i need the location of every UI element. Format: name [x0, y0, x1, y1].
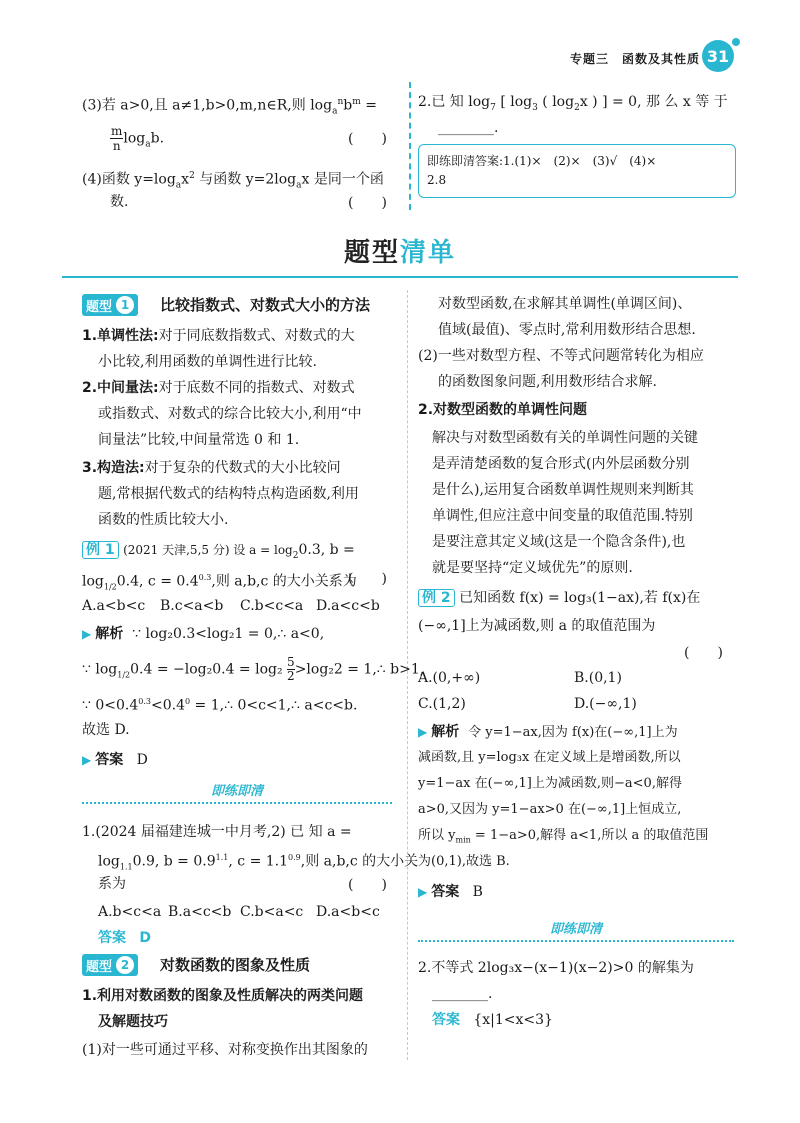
- practice1-option-d: D.a<b<c: [316, 904, 380, 920]
- example1-option-c: C.b<c<a: [240, 598, 304, 614]
- topic2-title: 对数函数的图象及性质: [160, 956, 311, 974]
- topic2-heading1-line2: 及解题技巧: [98, 1014, 168, 1030]
- method2-line2: 或指数式、对数式的综合比较大小,利用“中: [98, 406, 362, 422]
- example1-answer-paren: ( ): [348, 571, 387, 587]
- q2-top-blank: ________.: [438, 120, 499, 136]
- practice1-line2: $\log_{1.1}0.9$, $b = 0.9^{1.1}$, $c = 1.1^{0.9}$,则 a,b,c 的大小关: [98, 853, 419, 872]
- practice1-option-b: B.a<c<b: [168, 904, 232, 920]
- method1-line2: 小比较,利用函数的单调性进行比较.: [98, 354, 317, 370]
- topic2-para-line5: 是要注意其定义域(这是一个隐含条件),也: [432, 534, 686, 550]
- topic2-para-line6: 就是要坚持“定义域优先”的原则.: [432, 560, 633, 576]
- example1-line1: 例 1 (2021 天津,5,5 分) 设 $a = \log_20.3$, b =: [82, 540, 355, 566]
- method3-line2: 题,常根据代数式的结构特点构造函数,利用: [98, 486, 359, 502]
- q2-top-line1: 2.已 知 $\log_7$ [ $\log_3$ ( $\log_2x$ ) ] = 0, 那 么 x 等 于: [418, 94, 728, 113]
- page-number: 31: [702, 40, 734, 72]
- section-title: 题型清单: [343, 238, 457, 268]
- practice1-answer: 答案 D: [98, 930, 151, 946]
- topic1-title: 比较指数式、对数式大小的方法: [160, 296, 371, 314]
- topic2-bullet2-line1: (2)一些对数型方程、不等式问题常转化为相应: [418, 348, 704, 364]
- solution2-line2: 减函数,且 y=log₃x 在定义域上是增函数,所以: [418, 750, 681, 765]
- practice1-option-c: C.b<a<c: [240, 904, 304, 920]
- example2-answer: ▶ 答案 B: [418, 884, 483, 900]
- example1-option-d: D.a<c<b: [316, 598, 380, 614]
- example1-answer: ▶ 答案 D: [82, 752, 148, 768]
- method3-line3: 函数的性质比较大小.: [98, 512, 229, 528]
- play-arrow-icon: ▶: [418, 725, 428, 739]
- practice1-line1: 1.(2024 届福建连城一中月考,2) 已 知 a =: [82, 824, 352, 840]
- q4-line2: 数.: [110, 194, 129, 210]
- chapter-header: 专题三 函数及其性质: [569, 52, 700, 66]
- solution2-line3: y=1−ax 在(−∞,1]上为减函数,则−a<0,解得: [418, 776, 682, 791]
- example2-option-b: B.(0,1): [574, 670, 622, 686]
- example2-option-c: C.(1,2): [418, 696, 466, 712]
- topic2-heading1-line1: 1.利用对数函数的图象及性质解决的两类问题: [82, 988, 364, 1004]
- solution1-line4: 故选 D.: [82, 722, 130, 738]
- section-title-rule: [62, 276, 738, 278]
- topic2-tag: 题型 2: [82, 954, 138, 976]
- solution2-line1: ▶ 解析 令 y=1−ax,因为 f(x)在(−∞,1]上为: [418, 724, 678, 740]
- practice1-label: 即练即清: [210, 784, 263, 799]
- method2-line3: 间量法”比较,中间量常选 0 和 1.: [98, 432, 300, 448]
- example1-option-b: B.c<a<b: [160, 598, 224, 614]
- solution1-line2: ∵ $\log_{1/2}0.4 = -\log_20.4 = \log_2$ $\frac{5}{2}$ >log₂2 = 1,∴ b>1,: [82, 655, 425, 683]
- q4-line1: (4)函数 $y=\log_ax^2$ 与函数 $y=2\log_ax$ 是同一个函: [82, 171, 384, 191]
- topic2-para-line3: 是什么),运用复合函数单调性规则来判断其: [432, 482, 694, 498]
- method2-line1: 2.中间量法:对于底数不同的指数式、对数式: [82, 380, 355, 396]
- example1-option-a: A.a<b<c: [82, 598, 146, 614]
- q4-answer-paren: ( ): [348, 195, 387, 211]
- solution1-line3: ∵ $0<0.4^{0.3}<0.4^0$ = 1,∴ 0<c<1,∴ a<c<b.: [82, 697, 358, 714]
- solution2-line4: a>0,又因为 y=1−ax>0 在(−∞,1]上恒成立,: [418, 802, 682, 817]
- practice1-rule: [82, 802, 392, 804]
- play-arrow-icon: ▶: [418, 885, 428, 899]
- answer-box-line1: 即练即清答案:1.(1)× (2)× (3)√ (4)×: [427, 154, 657, 168]
- play-arrow-icon: ▶: [82, 753, 92, 767]
- topic2-bullet2-line2: 的函数图象问题,利用数形结合求解.: [438, 374, 657, 390]
- practice1-option-a: A.b<c<a: [98, 904, 162, 920]
- topic2-bullet1-line1: (1)对一些可通过平移、对称变换作出其图象的: [82, 1042, 368, 1058]
- solution2-line6: 为(0,1),故选 B.: [418, 854, 510, 869]
- practice1-line3: 系为: [98, 876, 126, 892]
- solution2-line5: 所以 $y_{min} = 1-a>0$,解得 a<1,所以 a 的取值范围: [418, 828, 709, 845]
- example2-option-a: A.(0,+∞): [418, 670, 481, 686]
- practice2-answer: 答案 {x|1<x<3}: [432, 1012, 553, 1028]
- practice2-rule: [418, 940, 734, 942]
- answer-box: [418, 144, 736, 198]
- topic1-tag: 题型 1: [82, 294, 138, 316]
- example2-line1: 例 2 已知函数 f(x) = log₃(1−ax),若 f(x)在: [418, 588, 700, 608]
- page-number-dot: [732, 38, 740, 46]
- play-arrow-icon: ▶: [82, 627, 92, 641]
- topic2-bullet1-line2: 对数型函数,在求解其单调性(单调区间)、: [438, 296, 692, 312]
- method3-line1: 3.构造法:对于复杂的代数式的大小比较问: [82, 460, 341, 476]
- method1-line1: 1.单调性法:对于同底数指数式、对数式的大: [82, 328, 355, 344]
- top-column-divider: [409, 82, 411, 210]
- practice2-label: 即练即清: [549, 922, 602, 937]
- example2-line2: (−∞,1]上为减函数,则 a 的取值范围为: [418, 618, 656, 634]
- example2-answer-paren: ( ): [684, 645, 723, 661]
- practice2-line1: 2.不等式 2log₃x−(x−1)(x−2)>0 的解集为: [418, 960, 694, 976]
- example1-line2: $\log_{1/2}0.4$, $c = 0.4^{0.3}$,则 a,b,c 的大小关系为: [82, 573, 357, 592]
- answer-box-line2: 2.8: [427, 173, 447, 187]
- topic2-heading2: 2.对数型函数的单调性问题: [418, 402, 588, 418]
- q3-line1: (3)若 a>0,且 a≠1,b>0,m,n∈R,则 $\log_a^nb^m$ =: [82, 97, 377, 117]
- example1-label: 例 1: [82, 541, 119, 559]
- q3-answer-paren: ( ): [348, 131, 387, 147]
- practice2-blank: ________.: [432, 986, 493, 1002]
- q3-line2: $\frac{m}{n}$ $\log_ab$.: [111, 124, 165, 153]
- practice1-answer-paren: ( ): [348, 877, 387, 893]
- topic2-para-line2: 是弄清楚函数的复合形式(内外层函数分别: [432, 456, 690, 472]
- solution1-line1: ▶ 解析 ∵ log₂0.3<log₂1 = 0,∴ a<0,: [82, 626, 325, 642]
- example2-option-d: D.(−∞,1): [574, 696, 637, 712]
- example2-label: 例 2: [418, 589, 455, 607]
- topic2-para-line1: 解决与对数型函数有关的单调性问题的关键: [432, 430, 698, 446]
- topic2-para-line4: 单调性,但应注意中间变量的取值范围.特别: [432, 508, 693, 524]
- topic2-bullet1-line3: 值域(最值)、零点时,常利用数形结合思想.: [438, 322, 696, 338]
